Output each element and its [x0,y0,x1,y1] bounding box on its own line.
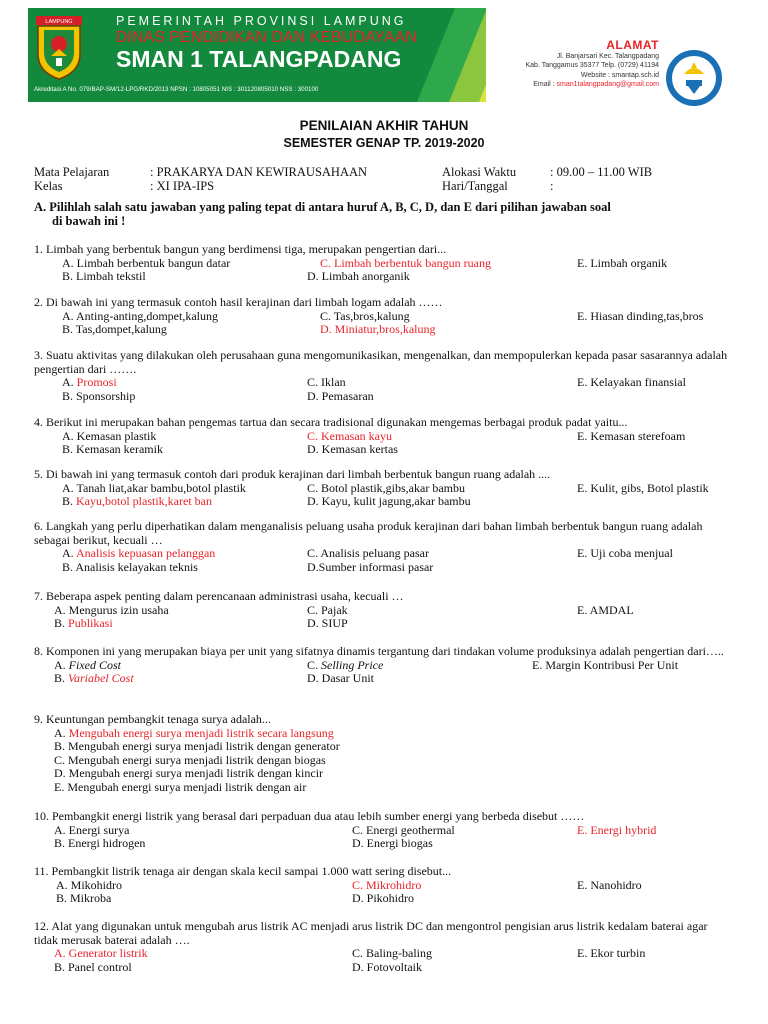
letterhead [28,8,733,102]
answer-option[interactable]: A. Kemasan plastik [62,428,157,443]
answer-option[interactable]: B. Energi hidrogen [54,836,146,850]
website-line: Website : smantap.sch.id [580,71,659,79]
answer-option[interactable]: E. Mengubah energi surya menjadi listrik dengan air [54,779,307,794]
answer-option[interactable]: E. Margin Kontribusi Per Unit [532,657,679,672]
answer-option[interactable]: B. Mengubah energi surya menjadi listrik dengan generator [54,739,340,753]
question-item [34,296,736,337]
answer-option[interactable]: A. Energi surya [54,822,130,837]
answer-option[interactable]: A. Limbah berbentuk bangun datar [62,255,231,270]
time-allocation-label: Alokasi Waktu [442,165,517,179]
answer-option[interactable]: E. Limbah organik [577,255,668,270]
tut-wuri-handayani-logo-icon [664,48,724,108]
section-instruction [34,200,734,228]
answer-option-correct[interactable]: Publikasi [68,616,113,630]
answer-option[interactable]: A. Promosi [62,375,117,389]
answer-option[interactable]: C. Selling Price [307,657,384,672]
subject-value: : PRAKARYA DAN KEWIRAUSAHAAN [150,165,368,179]
answer-option[interactable]: A. Fixed Cost [54,657,121,672]
question-text: 2. Di bawah ini yang termasuk contoh hasil kerajinan dari limbah logam adalah …… [34,295,443,309]
answer-option[interactable]: B. Publikasi [54,616,113,630]
answer-option[interactable]: A. Anting-anting,dompet,kalung [62,308,218,323]
answer-option[interactable]: C. Energi geothermal [352,822,455,837]
instruction-line: A. Pilihlah salah satu jawaban yang paling tepat di antara huruf A, B, C, D, dan E dari pilihan jawaban soal [34,200,611,214]
answer-option[interactable]: E. Kulit, gibs, Botol plastik [577,480,709,495]
answer-option[interactable]: C. Pajak [307,602,348,617]
question-text: 8. Komponen ini yang merupakan biaya per unit yang sifatnya dinamis tergantung dari tindakan volume produksinya adalah pengertian dari….. [34,644,724,658]
answer-option[interactable]: E. Nanohidro [577,877,642,892]
question-text: 11. Pembangkit listrik tenaga air dengan skala kecil sampai 1.000 watt sering disebut... [34,864,452,878]
header-banner [28,8,486,102]
question-text: 5. Di bawah ini yang termasuk contoh dari produk kerajinan dari limbah berbentuk bangun ruang adalah .... [34,467,551,481]
question-text: 4. Berikut ini merupakan bahan pengemas tartua dan secara tradisional digunakan mengemas berbagai produk padat yaitu... [34,415,628,429]
class-value: : XI IPA-IPS [150,179,215,193]
answer-option-correct[interactable]: Promosi [76,375,117,389]
answer-option[interactable]: D. Limbah anorganik [307,269,410,283]
question-text: 7. Beberapa aspek penting dalam perencanaan administrasi usaha, kecuali … [34,589,404,603]
answer-option-correct[interactable]: D. Miniatur,bros,kalung [320,322,436,336]
answer-option[interactable]: B. Tas,dompet,kalung [62,322,167,336]
address-title: ALAMAT [606,38,659,52]
answer-option[interactable]: B. Sponsorship [62,388,136,403]
answer-option[interactable]: A. Tanah liat,akar bambu,botol plastik [62,480,246,495]
answer-option[interactable]: E. Kelayakan finansial [577,375,686,389]
answer-option-correct[interactable]: C. Mikrohidro [352,877,422,892]
answer-option[interactable]: B. Limbah tekstil [62,269,146,283]
answer-option[interactable]: D. Dasar Unit [307,671,374,685]
email-link[interactable]: sman1talangpadang@gmail.com [556,81,659,89]
answer-option[interactable]: E. AMDAL [577,602,634,617]
question-item [34,645,736,686]
answer-option[interactable]: D. Pikohidro [352,891,415,905]
time-allocation-value: : 09.00 – 11.00 WIB [550,165,653,179]
answer-option[interactable]: D. Energi biogas [352,836,433,850]
answer-option-correct[interactable]: Analisis kepuasan pelanggan [76,546,216,560]
date-label: Hari/Tanggal [442,179,508,193]
address-line: Jl. Banjarsari Kec. Talangpadang [556,53,659,60]
answer-option[interactable]: A. Mengubah energi surya menjadi listrik secara langsung [54,725,334,740]
answer-option-correct[interactable]: Variabel Cost [68,671,134,685]
svg-text:LAMPUNG: LAMPUNG [45,19,73,25]
question-item [34,713,736,794]
question-text: 12. Alat yang digunakan untuk mengubah arus listrik AC menjadi arus listrik DC dan mengontrol pengisian arus listrik kedalam baterai agar tidak merusak baterai adalah …. [34,919,708,947]
subject-label: Mata Pelajaran [34,165,110,179]
government-name: PEMERINTAH PROVINSI LAMPUNG [116,14,407,28]
answer-option[interactable]: E. Uji coba menjual [577,546,673,560]
answer-option[interactable]: C. Mengubah energi surya menjadi listrik dengan biogas [54,752,326,767]
answer-option[interactable]: C. Botol plastik,gibs,akar bambu [307,480,465,495]
answer-option[interactable]: D. Mengubah energi surya menjadi listrik dengan kincir [54,766,324,780]
exam-subtitle: SEMESTER GENAP TP. 2019-2020 [283,136,485,150]
question-item [34,920,736,974]
date-value: : [550,179,554,193]
answer-option[interactable]: B. Panel control [54,959,132,974]
question-item [34,520,736,574]
answer-option[interactable]: B. Kayu,botol plastik,karet ban [62,494,212,508]
answer-option[interactable]: D. Kayu, kulit jagung,akar bambu [307,494,471,508]
question-item [34,243,736,284]
answer-option-correct[interactable]: E. Energi hybrid [577,822,657,837]
lampung-emblem-icon [34,16,84,80]
answer-option[interactable]: D. Pemasaran [307,388,374,403]
exam-title: PENILAIAN AKHIR TAHUN [299,118,469,133]
answer-option[interactable]: D. Fotovoltaik [352,959,423,974]
question-text: 10. Pembangkit energi listrik yang berasal dari perpaduan dua atau lebih sumber energi yang berbeda disebut …… [34,809,585,823]
email-line: Email : sman1talangpadang@gmail.com [533,81,659,89]
answer-option[interactable]: D. Kemasan kertas [307,442,398,456]
answer-option[interactable]: C. Analisis peluang pasar [307,546,429,560]
instruction-line: di bawah ini ! [52,214,126,228]
answer-option[interactable]: A. Mengurus izin usaha [54,602,169,617]
question-item [34,865,736,906]
answer-option[interactable]: B. Kemasan keramik [62,442,163,456]
question-text: 3. Suatu aktivitas yang dilakukan oleh perusahaan guna mengomunikasikan, mengenalkan, dan mempopulerkan kepada pasar sasarannya adalah pengertian dari ……. [34,348,728,376]
department-name: DINAS PENDIDIKAN DAN KEBUDAYAAN [116,29,417,46]
answer-option[interactable]: B. Analisis kelayakan teknis [62,559,198,574]
question-text: 6. Langkah yang perlu diperhatikan dalam menganalisis peluang usaha produk kerajinan dari bahan limbah berbentuk bangun ruang adalah sebagai berikut, kecuali … [34,519,703,547]
answer-option[interactable]: D.Sumber informasi pasar [307,559,434,574]
answer-option[interactable]: A. Mikohidro [56,877,122,892]
question-item [34,590,736,631]
answer-option-correct[interactable]: Kayu,botol plastik,karet ban [76,494,212,508]
answer-option[interactable]: D. SIUP [307,616,348,630]
question-text: 1. Limbah yang berbentuk bangun yang berdimensi tiga, merupakan pengertian dari... [34,242,447,256]
answer-option[interactable]: B. Variabel Cost [54,671,134,685]
accreditation-line: Akreditasi A No. 079/BAP-SM/12-LPG/RKD/2013 NPSN : 10805051 NIS : 301120805010 NSS : 300100 [34,86,319,93]
question-item [34,416,736,457]
answer-option[interactable]: C. Baling-baling [352,946,432,960]
address-line: Kab. Tanggamus 35377 Telp. (0729) 41194 [525,62,659,70]
answer-option[interactable]: B. Mikroba [56,891,112,905]
question-item [34,468,736,509]
answer-option[interactable]: E. Hiasan dinding,tas,bros [577,308,704,323]
class-label: Kelas [34,179,63,193]
address-block [494,38,659,90]
answer-option-correct[interactable]: C. Limbah berbentuk bangun ruang [320,255,491,270]
question-item [34,810,736,851]
answer-option[interactable]: C. Tas,bros,kalung [320,308,410,323]
answer-option[interactable]: E. Kemasan sterefoam [577,428,686,443]
answer-option-correct[interactable]: A. Generator listrik [54,946,148,960]
answer-option-correct[interactable]: Mengubah energi surya menjadi listrik secara langsung [68,725,334,740]
question-text: 9. Keuntungan pembangkit tenaga surya adalah... [34,712,271,726]
school-name: SMAN 1 TALANGPADANG [116,46,402,72]
answer-option-correct[interactable]: C. Kemasan kayu [307,428,392,443]
question-item [34,349,736,403]
answer-option[interactable]: A. Analisis kepuasan pelanggan [62,546,216,560]
answer-option[interactable]: C. Iklan [307,375,346,389]
answer-option[interactable]: E. Ekor turbin [577,946,646,960]
